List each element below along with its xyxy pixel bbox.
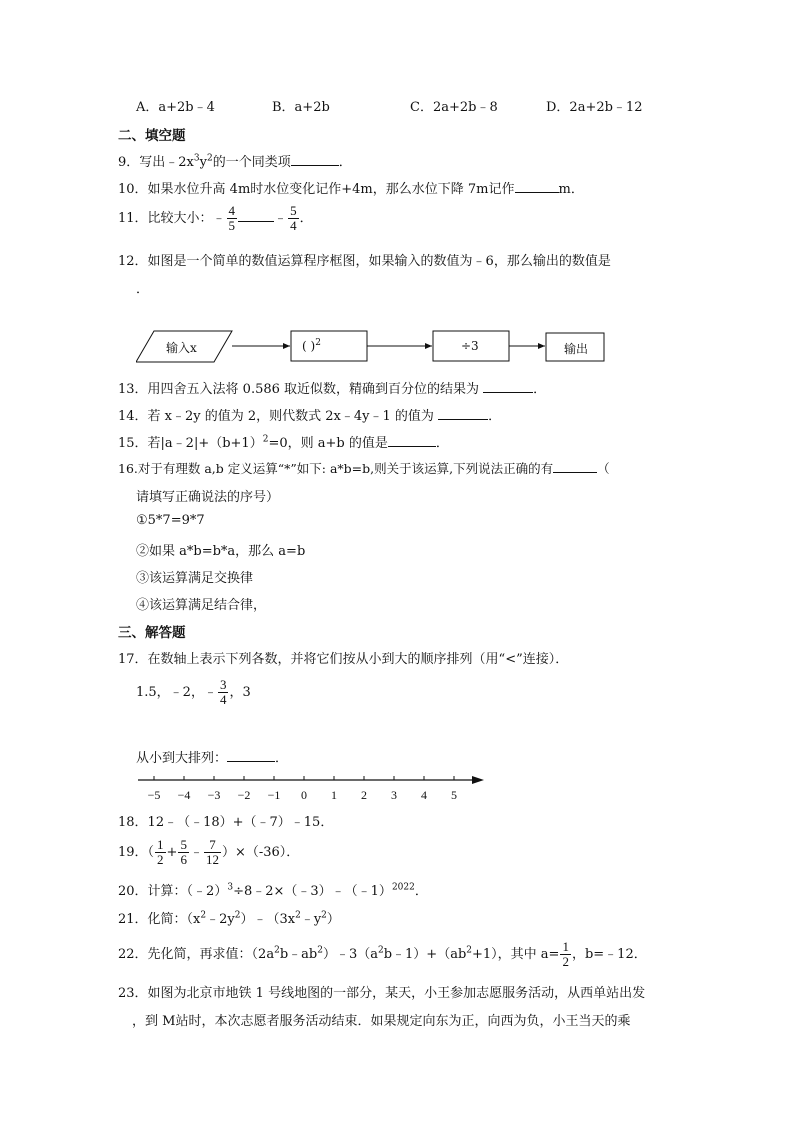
- q21-sup3: 2: [295, 910, 301, 921]
- q17-order-blank[interactable]: [227, 749, 275, 762]
- q15-end: ．: [435, 436, 449, 451]
- q20-sup1: 3: [227, 882, 234, 893]
- q9-answer-blank[interactable]: [291, 153, 339, 166]
- question-13: [118, 378, 546, 397]
- question-16-line-2: 请填写正确说法的序号）: [136, 490, 280, 505]
- q9-end: ．: [338, 155, 352, 170]
- section-heading-solve: 三、解答题: [118, 625, 186, 641]
- q13-answer-blank[interactable]: [483, 380, 533, 393]
- q11-den2: 4: [290, 218, 297, 233]
- q11-fraction-1: [227, 204, 238, 233]
- question-15: [118, 432, 449, 451]
- q19-paren-close: ）×（-36）．: [221, 845, 300, 860]
- q16-answer-blank[interactable]: [553, 460, 597, 473]
- question-10: [118, 178, 584, 197]
- q19-frac-1: [155, 838, 166, 867]
- q11-end: ．: [299, 211, 313, 226]
- q15-sup: 2: [262, 434, 269, 445]
- q21-mid2: ）﹣（3x: [240, 912, 296, 927]
- q11-num1: 4: [228, 203, 236, 218]
- q19-minus: ﹣: [189, 845, 203, 860]
- q19-num3: 7: [204, 838, 221, 853]
- q16-paren-open: （: [597, 461, 610, 476]
- q11-num2: 5: [290, 203, 297, 218]
- flow-arrowhead-1: [283, 343, 290, 349]
- question-19: [118, 838, 299, 867]
- q19-den3: 12: [205, 852, 219, 867]
- q17-numbers: [136, 678, 251, 707]
- flow-square-exp: 2: [315, 338, 321, 348]
- flowchart: [136, 328, 616, 366]
- flow-square-label: [302, 339, 321, 353]
- q17-frac-den: 4: [219, 692, 227, 707]
- q21-sup1: 2: [200, 910, 207, 921]
- q22-pre: 22．先化简，再求值：（2a: [118, 947, 275, 962]
- q22-post: ，b=﹣12．: [571, 947, 647, 962]
- q13-end: ．: [533, 382, 547, 397]
- q17-frac-num: 3: [219, 677, 227, 692]
- q21-pre: 21．化简：（x: [118, 912, 201, 927]
- option-a: A．a+2b﹣4: [136, 100, 215, 115]
- number-line-tick-label: −5: [147, 788, 161, 802]
- q17-nums-pre: 1.5，﹣2，﹣: [136, 685, 217, 700]
- q16-statement-2: ②如果 a*b=b*a，那么 a=b: [136, 544, 306, 559]
- question-21: [118, 908, 340, 927]
- flow-input-label: 输入x: [166, 341, 197, 355]
- question-11: [118, 204, 313, 233]
- q22-t3: b﹣1）+（ab: [383, 947, 467, 962]
- number-line-tick-label: 3: [391, 788, 397, 802]
- number-line-tick-label: 1: [331, 788, 337, 802]
- q19-frac-3: [204, 838, 221, 867]
- question-12-line-2: ．: [136, 282, 150, 297]
- q11-answer-blank[interactable]: [238, 209, 274, 222]
- question-17: 17．在数轴上表示下列各数，并将它们按从小到大的顺序排列（用“<”连接）．: [118, 652, 569, 667]
- q11-minus: ﹣: [274, 211, 288, 226]
- option-d: D．2a+2b﹣12: [546, 100, 643, 115]
- q20-pre: 20．计算：（﹣2）: [118, 884, 228, 899]
- q22-t1: b﹣ab: [279, 947, 318, 962]
- q22-t4: +1），其中 a=: [472, 947, 560, 962]
- flow-output-label: 输出: [564, 342, 589, 356]
- q19-plus: +: [166, 845, 178, 860]
- number-line-tick-label: 0: [301, 788, 307, 802]
- flow-divide-label: ÷3: [461, 339, 479, 353]
- q16-statement-3: ③该运算满足交换律: [136, 571, 254, 586]
- q20-mid: ÷8﹣2×（﹣3）﹣（﹣1）: [233, 884, 392, 899]
- question-16-line-1: [118, 459, 610, 477]
- q22-sup2: 2: [317, 945, 323, 956]
- option-b: B．a+2b: [272, 100, 330, 115]
- question-12-line-1: 12．如图是一个简单的数值运算程序框图，如果输入的数值为﹣6，那么输出的数值是: [118, 254, 611, 269]
- q22-t2: ）﹣3（a: [322, 947, 378, 962]
- number-line: [136, 770, 488, 804]
- q15-text-pre: 15．若|a﹣2|+（b+1）: [118, 436, 263, 451]
- question-20: [118, 880, 428, 899]
- q9-text-mid: y: [199, 155, 207, 170]
- number-line-tick-label: −3: [207, 788, 221, 802]
- q14-text: 14．若 x﹣2y 的值为 2，则代数式 2x﹣4y﹣1 的值为: [118, 409, 434, 424]
- q10-unit: m．: [558, 182, 584, 197]
- q19-den2: 6: [180, 852, 187, 867]
- q15-answer-blank[interactable]: [388, 434, 436, 447]
- q19-frac-2: [178, 838, 189, 867]
- flow-arrowhead-2: [425, 343, 432, 349]
- q22-sup3: 2: [377, 945, 384, 956]
- q9-text-pre: 9．写出﹣2x: [118, 155, 194, 170]
- q21-sup2: 2: [234, 910, 241, 921]
- q9-text-post: 的一个同类项: [212, 155, 291, 170]
- q21-sup4: 2: [321, 910, 327, 921]
- number-line-tick-label: 5: [451, 788, 457, 802]
- q16-statement-4: ④该运算满足结合律，: [136, 598, 267, 613]
- q22-sup1: 2: [274, 945, 280, 956]
- q16-text: 16.对于有理数 a,b 定义运算“*”如下: a*b=b,则关于该运算,下列说法正确的有: [118, 461, 554, 476]
- q21-mid1: ﹣2y: [206, 912, 235, 927]
- q19-paren-open: 19．（: [118, 845, 155, 860]
- flow-square-parens: ( ): [302, 339, 316, 353]
- q17-fraction: [218, 678, 229, 707]
- q17-order-end: ．: [275, 751, 289, 766]
- q22-den: 2: [562, 954, 569, 969]
- q11-text-pre: 11．比较大小：﹣: [118, 211, 226, 226]
- number-line-tick-label: −4: [177, 788, 191, 802]
- q22-sup4: 2: [466, 945, 473, 956]
- q9-sup2: 2: [206, 153, 213, 164]
- section-heading-fill-in: 二、填空题: [118, 128, 186, 144]
- q22-fraction: [560, 940, 571, 969]
- question-23-line-2: ，到 M站时，本次志愿者服务活动结束．如果规定向东为正，向西为负，小王当天的乘: [132, 1014, 631, 1029]
- q14-answer-blank[interactable]: [438, 407, 488, 420]
- q15-text-post: =0，则 a+b 的值是: [268, 436, 388, 451]
- q19-den1: 2: [157, 852, 164, 867]
- q21-mid3: ﹣y: [300, 912, 322, 927]
- option-c: C．2a+2b﹣8: [410, 100, 498, 115]
- q11-fraction-2: [288, 204, 299, 233]
- q16-statement-1: ①5*7=9*7: [136, 513, 205, 528]
- number-line-arrowhead: [472, 776, 484, 784]
- q10-text: 10．如果水位升高 4m时水位变化记作+4m，那么水位下降 7m记作: [118, 182, 515, 197]
- q11-den1: 5: [228, 218, 236, 233]
- number-line-tick-label: 4: [421, 788, 427, 802]
- q21-end: ）: [326, 912, 340, 927]
- q17-order-line: [136, 747, 288, 766]
- q17-nums-post: ，3: [229, 685, 251, 700]
- question-14: [118, 405, 501, 424]
- flow-arrowhead-3: [538, 343, 545, 349]
- q19-num1: 1: [157, 837, 164, 852]
- q14-end: ．: [488, 409, 502, 424]
- question-22: [118, 940, 647, 969]
- q19-num2: 5: [180, 837, 187, 852]
- q9-sup1: 3: [193, 153, 200, 164]
- q20-end: ．: [414, 884, 428, 899]
- number-line-tick-label: −2: [237, 788, 251, 802]
- q20-sup2: 2022: [391, 882, 415, 893]
- q13-text: 13．用四舍五入法将 0.586 取近似数，精确到百分位的结果为: [118, 382, 480, 397]
- number-line-tick-label: −1: [267, 788, 281, 802]
- question-23-line-1: 23．如图为北京市地铁 1 号线地图的一部分，某天，小王参加志愿服务活动，从西单站出发: [118, 986, 646, 1001]
- number-line-tick-label: 2: [361, 788, 367, 802]
- q10-answer-blank[interactable]: [515, 180, 559, 193]
- q22-num: 1: [562, 939, 569, 954]
- q17-order-label: 从小到大排列：: [136, 751, 228, 766]
- question-9: [118, 151, 352, 170]
- question-18: 18．12﹣（﹣18）+（﹣7）﹣15．: [118, 815, 334, 830]
